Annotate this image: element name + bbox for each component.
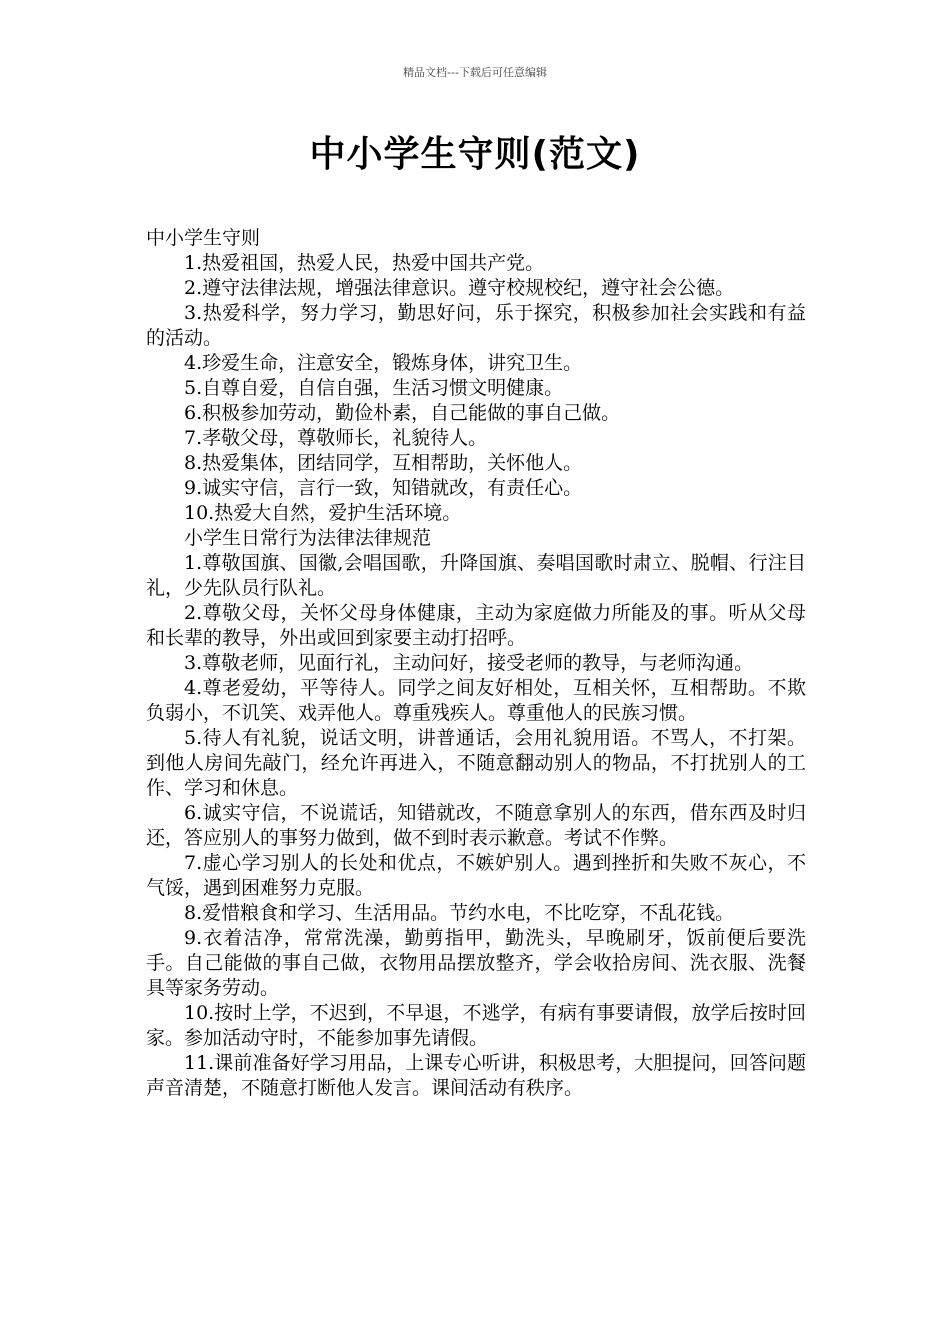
rule-paragraph: 3.尊敬老师，见面行礼，主动问好，接受老师的教导，与老师沟通。 — [184, 652, 754, 674]
rule-paragraph: 小学生日常行为法律法律规范 — [184, 527, 432, 549]
rule-paragraph: 9.衣着洁净，常常洗澡，勤剪指甲，勤洗头，早晚刷牙，饭前便后要洗手。自己能做的事自己做，衣物用品摆放整齐，学会收拾房间、洗衣服、洗餐具等家务劳动。 — [146, 927, 806, 999]
rule-paragraph: 6.诚实守信，不说谎话，知错就改，不随意拿别人的东西，借东西及时归还，答应别人的事努力做到，做不到时表示歉意。考试不作弊。 — [146, 802, 806, 849]
rule-paragraph: 4.尊老爱幼，平等待人。同学之间友好相处，互相关怀，互相帮助。不欺负弱小，不讥笑、戏弄他人。尊重残疾人。尊重他人的民族习惯。 — [146, 677, 806, 724]
section-heading: 中小学生守则 — [146, 227, 261, 249]
rule-paragraph: 4.珍爱生命，注意安全，锻炼身体，讲究卫生。 — [184, 352, 583, 374]
rule-paragraph: 8.热爱集体，团结同学，互相帮助，关怀他人。 — [184, 452, 583, 474]
rule-paragraph: 10.热爱大自然，爱护生活环境。 — [184, 502, 462, 524]
rule-paragraph: 9.诚实守信，言行一致，知错就改，有责任心。 — [184, 477, 583, 499]
rule-paragraph: 3.热爱科学，努力学习，勤思好问，乐于探究，积极参加社会实践和有益的活动。 — [146, 302, 806, 349]
rule-paragraph: 2.遵守法律法规，增强法律意识。遵守校规校纪，遵守社会公德。 — [184, 277, 735, 299]
rule-paragraph: 6.积极参加劳动，勤俭朴素，自己能做的事自己做。 — [184, 402, 621, 424]
rule-paragraph: 1.热爱祖国，热爱人民，热爱中国共产党。 — [184, 252, 545, 274]
rule-paragraph: 7.虚心学习别人的长处和优点，不嫉妒别人。遇到挫折和失败不灰心，不气馁，遇到困难努力克服。 — [146, 852, 806, 899]
rule-paragraph: 5.待人有礼貌，说话文明，讲普通话，会用礼貌用语。不骂人，不打架。到他人房间先敲门，经允许再进入，不随意翻动别人的物品，不打扰别人的工作、学习和休息。 — [146, 727, 806, 799]
rule-paragraph: 2.尊敬父母，关怀父母身体健康，主动为家庭做力所能及的事。听从父母和长辈的教导，外出或回到家要主动打招呼。 — [146, 602, 806, 649]
document-body — [146, 226, 806, 1101]
rule-paragraph: 8.爱惜粮食和学习、生活用品。节约水电，不比吃穿，不乱花钱。 — [184, 902, 735, 924]
rule-paragraph: 1.尊敬国旗、国徽,会唱国歌，升降国旗、奏唱国歌时肃立、脱帽、行注目礼，少先队员行队礼。 — [146, 552, 806, 599]
document-title: 中小学生守则(范文) — [309, 134, 641, 175]
header-note: 精品文档---下载后可任意编辑 — [403, 66, 547, 79]
rule-paragraph: 5.自尊自爱，自信自强，生活习惯文明健康。 — [184, 377, 564, 399]
rule-paragraph: 7.孝敬父母，尊敬师长，礼貌待人。 — [184, 427, 488, 449]
rule-paragraph: 11.课前准备好学习用品，上课专心听讲，积极思考，大胆提问，回答问题声音清楚，不随意打断他人发言。课间活动有秩序。 — [146, 1052, 806, 1099]
rule-paragraph: 10.按时上学，不迟到，不早退，不逃学，有病有事要请假，放学后按时回家。参加活动守时，不能参加事先请假。 — [146, 1002, 806, 1049]
